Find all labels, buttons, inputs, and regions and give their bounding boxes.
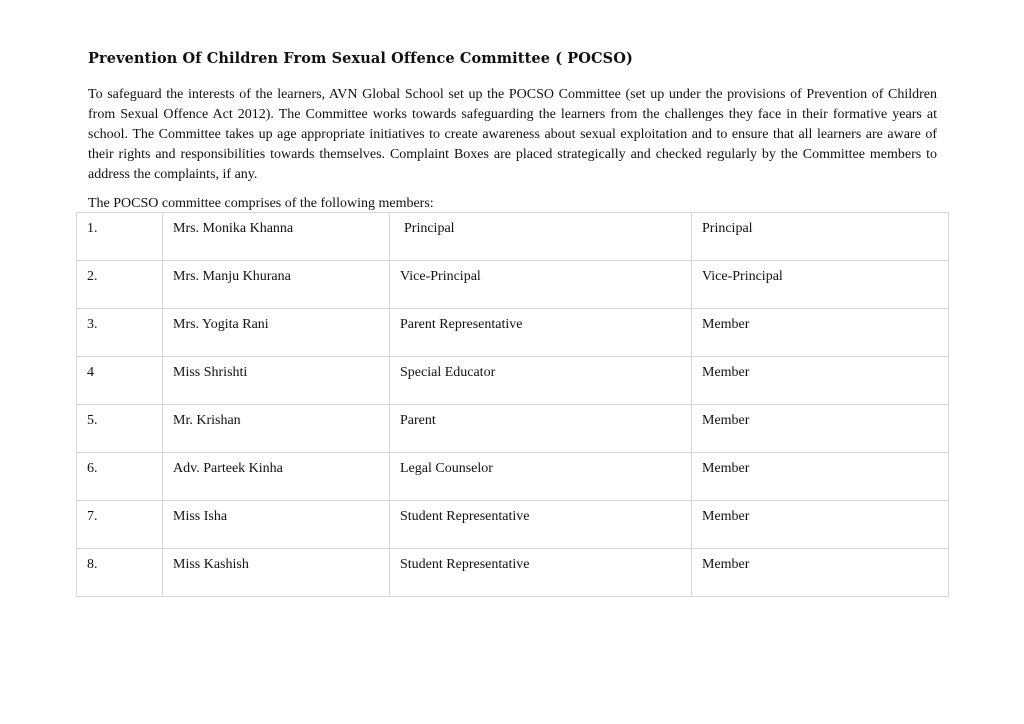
member-role: Principal — [692, 213, 949, 261]
table-row — [77, 549, 949, 597]
member-number: 6. — [77, 453, 163, 501]
member-name: Mrs. Manju Khurana — [163, 261, 390, 309]
intro-paragraph: To safeguard the interests of the learners, AVN Global School set up the POCSO Committee (set up under the provisions of Prevention of Children from Sexual Offence Act 2012). The Committee works towards safeguarding the learners from the challenges they face in their formative years at school. The Committee takes up age appropriate initiatives to create awareness about sexual exploitation and to ensure that all learners are aware of their rights and responsibilities towards themselves. Complaint Boxes are placed strategically and checked regularly by the Committee members to address the complaints, if any. — [88, 87, 937, 182]
member-name: Mrs. Monika Khanna — [163, 213, 390, 261]
member-designation: Special Educator — [390, 357, 692, 405]
member-number: 2. — [77, 261, 163, 309]
members-lead-text: The POCSO committee comprises of the following members: — [88, 196, 434, 211]
table-row — [77, 261, 949, 309]
table-row — [77, 309, 949, 357]
member-role: Member — [692, 501, 949, 549]
member-designation: Principal — [390, 213, 692, 261]
member-number: 8. — [77, 549, 163, 597]
member-number: 4 — [77, 357, 163, 405]
table-row — [77, 213, 949, 261]
table-row — [77, 357, 949, 405]
table-row — [77, 405, 949, 453]
member-designation: Parent — [390, 405, 692, 453]
member-role: Member — [692, 309, 949, 357]
member-designation: Vice-Principal — [390, 261, 692, 309]
member-number: 3. — [77, 309, 163, 357]
member-designation: Student Representative — [390, 501, 692, 549]
member-role: Member — [692, 549, 949, 597]
member-number: 5. — [77, 405, 163, 453]
page-title: Prevention Of Children From Sexual Offence Committee ( POCSO) — [88, 50, 633, 67]
table-row — [77, 501, 949, 549]
member-name: Miss Isha — [163, 501, 390, 549]
member-name: Miss Shrishti — [163, 357, 390, 405]
member-name: Adv. Parteek Kinha — [163, 453, 390, 501]
member-name: Mrs. Yogita Rani — [163, 309, 390, 357]
members-table — [76, 212, 949, 597]
member-designation: Student Representative — [390, 549, 692, 597]
member-role: Member — [692, 453, 949, 501]
table-row — [77, 453, 949, 501]
member-number: 1. — [77, 213, 163, 261]
member-role: Member — [692, 357, 949, 405]
member-name: Mr. Krishan — [163, 405, 390, 453]
member-role: Vice-Principal — [692, 261, 949, 309]
member-designation: Legal Counselor — [390, 453, 692, 501]
member-designation: Parent Representative — [390, 309, 692, 357]
member-name: Miss Kashish — [163, 549, 390, 597]
member-role: Member — [692, 405, 949, 453]
member-number: 7. — [77, 501, 163, 549]
